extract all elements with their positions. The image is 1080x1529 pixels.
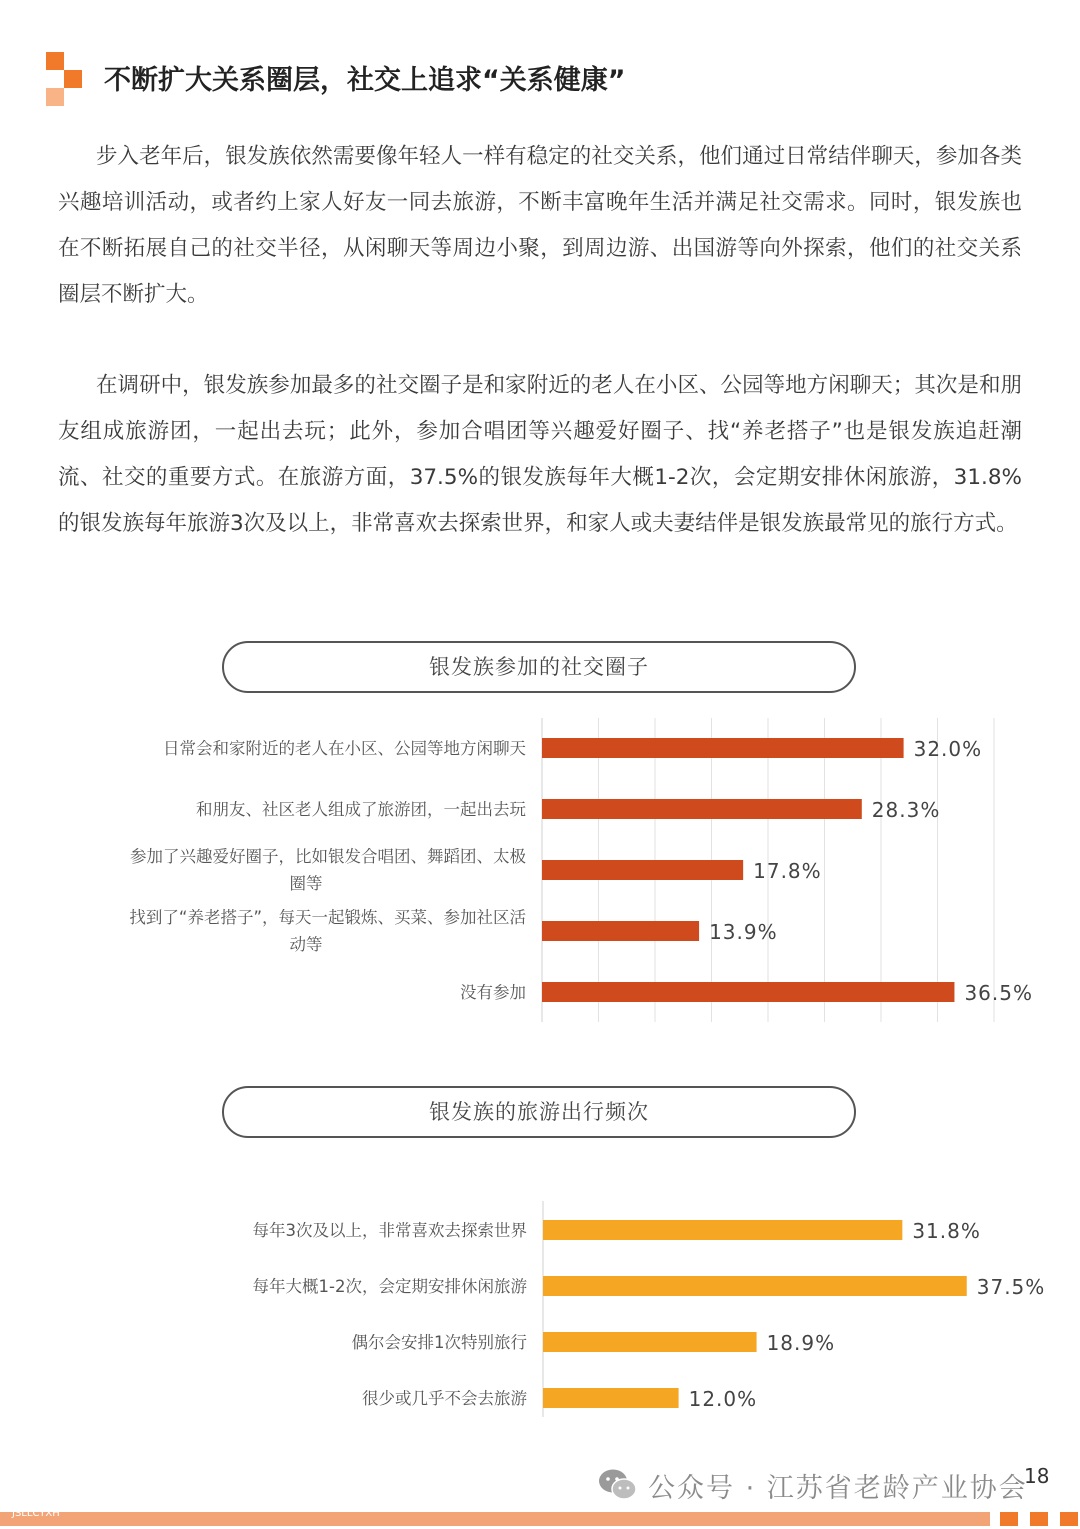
bottom-bar-seg-2 bbox=[1030, 1512, 1048, 1526]
category-label: 很少或几乎不会去旅游 bbox=[362, 1389, 527, 1408]
page-number: 18 bbox=[1024, 1464, 1050, 1488]
footer-account: 公众号 · 江苏省老龄产业协会 bbox=[648, 1473, 1028, 1504]
category-label: 动等 bbox=[289, 935, 323, 954]
data-label: 18.9% bbox=[766, 1331, 836, 1355]
page-title: 不断扩大关系圈层，社交上追求“关系健康” bbox=[104, 65, 626, 96]
chart-2-title: 银发族的旅游出行频次 bbox=[222, 1086, 856, 1138]
bottom-bar-seg-3 bbox=[1060, 1512, 1078, 1526]
wechat-icon bbox=[598, 1468, 638, 1502]
bar bbox=[543, 1388, 679, 1408]
stamp-text: JSLLCYXH bbox=[12, 1508, 60, 1519]
category-label: 参加了兴趣爱好圈子，比如银发合唱团、舞蹈团、太极 bbox=[130, 847, 526, 866]
category-label: 每年3次及以上，非常喜欢去探索世界 bbox=[252, 1221, 527, 1240]
data-label: 17.8% bbox=[753, 859, 822, 883]
bottom-bar-seg-1 bbox=[1000, 1512, 1018, 1526]
category-label: 偶尔会安排1次特别旅行 bbox=[351, 1333, 527, 1352]
category-label: 和朋友、社区老人组成了旅游团，一起出去玩 bbox=[196, 800, 526, 819]
chart-1-title: 银发族参加的社交圈子 bbox=[222, 641, 856, 693]
logo-square-2 bbox=[64, 70, 82, 88]
category-label: 日常会和家附近的老人在小区、公园等地方闲聊天 bbox=[163, 739, 526, 758]
data-label: 32.0% bbox=[913, 737, 983, 761]
bar bbox=[542, 921, 699, 941]
data-label: 28.3% bbox=[871, 798, 941, 822]
category-label: 找到了“养老搭子”，每天一起锻炼、买菜、参加社区活 bbox=[129, 908, 526, 927]
data-label: 37.5% bbox=[976, 1275, 1046, 1299]
data-label: 13.9% bbox=[709, 920, 778, 944]
bar bbox=[542, 982, 954, 1002]
logo-square-1 bbox=[46, 52, 64, 70]
bar bbox=[542, 799, 862, 819]
travel-frequency-chart bbox=[0, 1195, 1080, 1435]
data-label: 12.0% bbox=[688, 1387, 758, 1411]
category-label: 圈等 bbox=[289, 874, 323, 893]
bottom-bar bbox=[0, 1512, 990, 1526]
bar bbox=[542, 860, 743, 880]
category-label: 没有参加 bbox=[460, 983, 526, 1002]
social-circle-chart bbox=[0, 710, 1080, 1040]
data-label: 31.8% bbox=[912, 1219, 981, 1243]
bar bbox=[543, 1332, 757, 1352]
bar bbox=[543, 1276, 967, 1296]
bar bbox=[542, 738, 904, 758]
data-label: 36.5% bbox=[964, 981, 1033, 1005]
category-label: 每年大概1-2次，会定期安排休闲旅游 bbox=[252, 1277, 527, 1296]
bar bbox=[543, 1220, 902, 1240]
paragraph-2: 在调研中，银发族参加最多的社交圈子是和家附近的老人在小区、公园等地方闲聊天；其次是和朋友组成旅游团，一起出去玩；此外，参加合唱团等兴趣爱好圈子、找“养老搭子”也是银发族追赶潮流、社交的重要方式。在旅游方面，37.5%的银发族每年大概1-2次，会定期安排休闲旅游，31.8%的银发族每年旅游3次及以上，非常喜欢去探索世界，和家人或夫妻结伴是银发族最常见的旅行方式。 bbox=[58, 373, 1022, 536]
logo-square-3 bbox=[46, 88, 64, 106]
paragraph-1: 步入老年后，银发族依然需要像年轻人一样有稳定的社交关系，他们通过日常结伴聊天，参加各类兴趣培训活动，或者约上家人好友一同去旅游，不断丰富晚年生活并满足社交需求。同时，银发族也在不断拓展自己的社交半径，从闲聊天等周边小聚，到周边游、出国游等向外探索，他们的社交关系圈层不断扩大。 bbox=[58, 144, 1022, 307]
